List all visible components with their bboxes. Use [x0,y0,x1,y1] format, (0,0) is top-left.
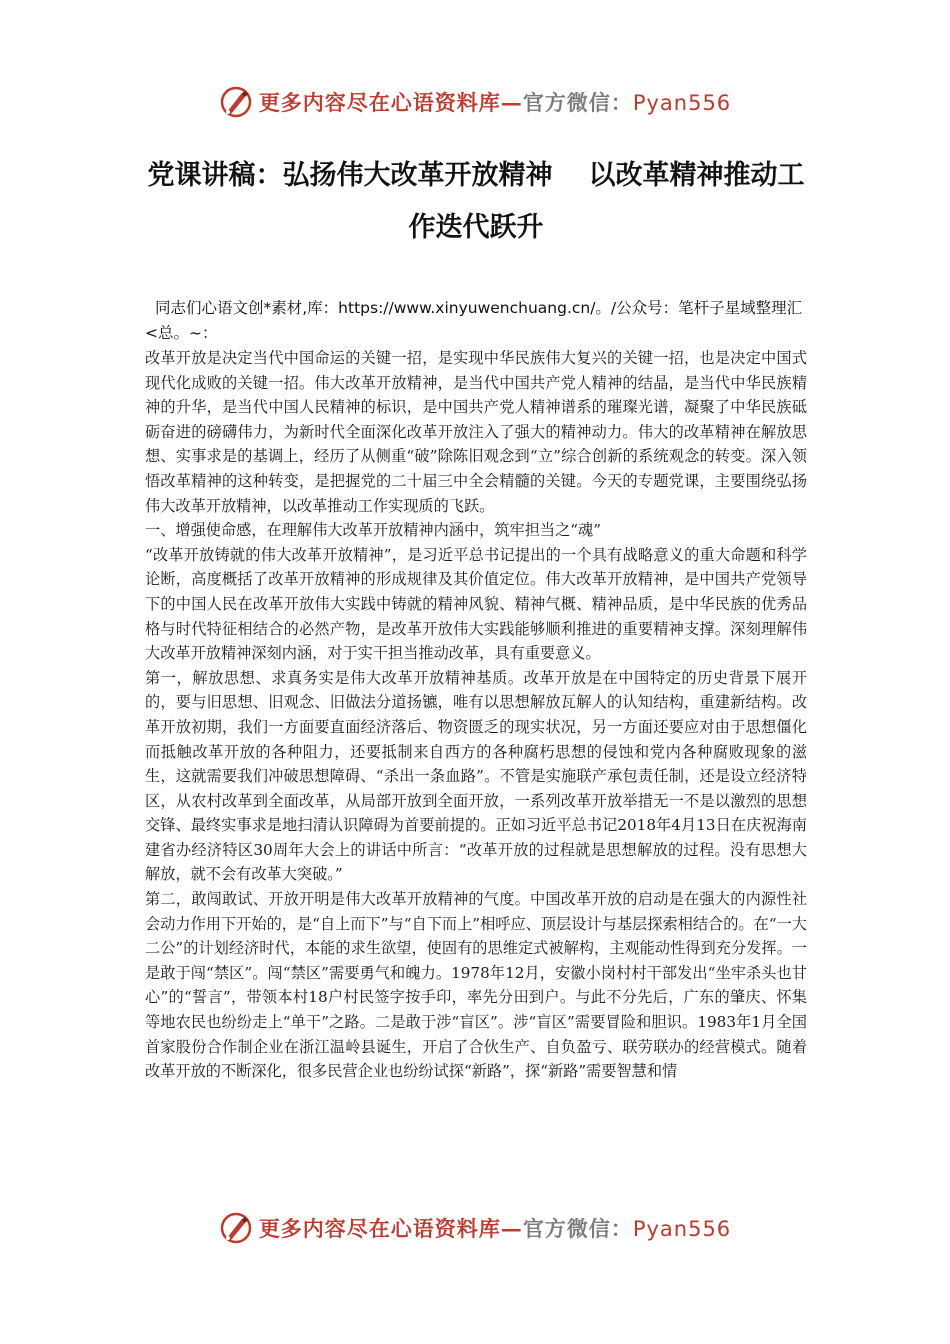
header-banner [0,82,950,122]
document-title [145,150,807,254]
paragraph: 第一，解放思想、求真务实是伟大改革开放精神基质。改革开放是在中国特定的历史背景下展开的，要与旧思想、旧观念、旧做法分道扬镳，唯有以思想解放瓦解人的认知结构，重建新结构。改革开放初期，我们一方面要直面经济落后、物资匮乏的现实状况，另一方面还要应对由于思想僵化而抵触改革开放的各种阻力，还要抵制来自西方的各种腐朽思想的侵蚀和党内各种腐败现象的滋生，这就需要我们冲破思想障碍、“杀出一条血路”。不管是实施联产承包责任制，还是设立经济特区，从农村改革到全面改革，从局部开放到全面开放，一系列改革开放举措无一不是以激烈的思想交锋、最终实事求是地扫清认识障碍为首要前提的。正如习近平总书记2018年4月13日在庆祝海南建省办经济特区30周年大会上的讲话中所言：“改革开放的过程就是思想解放的过程。没有思想大解放，就不会有改革大突破。” [145,668,807,884]
paragraph: 第二，敢闯敢试、开放开明是伟大改革开放精神的气度。中国改革开放的启动是在强大的内源性社会动力作用下开始的，是“自上而下”与“自下而上”相呼应、顶层设计与基层探索相结合的。在“一大二公”的计划经济时代，本能的求生欲望，使固有的思维定式被解构，主观能动性得到充分发挥。一是敢于闯“禁区”。闯“禁区”需要勇气和魄力。1978年12月，安徽小岗村村干部发出“坐牢杀头也甘心”的“誓言”，带领本村18户村民签字按手印，率先分田到户。与此不分先后，广东的肇庆、怀集等地农民也纷纷走上“单干”之路。二是敢于涉“盲区”。涉“盲区”需要冒险和胆识。1983年1月全国首家股份合作制企业在浙江温岭县诞生，开启了合伙生产、自负盈亏、联劳联办的经营模式。随着改革开放的不断深化，很多民营企业也纷纷试探“新路”，探“新路”需要智慧和情 [145,890,807,1081]
footer-banner [0,1208,950,1248]
banner-text: 更多内容尽在心语资料库—官方微信：Pyan556 [258,90,732,115]
document-body [145,346,807,1084]
intro-line: 同志们心语文创*素材,库：https://www.xinyuwenchuang.cn/。/公众号：笔杆子星域整理汇<总。~： [145,299,803,342]
paragraph: “改革开放铸就的伟大改革开放精神”，是习近平总书记提出的一个具有战略意义的重大命题和科学论断，高度概括了改革开放精神的形成规律及其价值定位。伟大改革开放精神，是中国共产党领导下的中国人民在改革开放伟大实践中铸就的精神风貌、精神气概、精神品质，是中华民族的优秀品格与时代特征相结合的必然产物，是改革开放伟大实践能够顺利推进的重要精神支撑。深刻理解伟大改革开放精神深刻内涵，对于实干担当推动改革，具有重要意义。 [145,545,807,663]
paragraph: 改革开放是决定当代中国命运的关键一招，是实现中华民族伟大复兴的关键一招，也是决定中国式现代化成败的关键一招。伟大改革开放精神，是当代中国共产党人精神的结晶，是当代中华民族精神的升华，是当代中国人民精神的标识，是中国共产党人精神谱系的璀璨光谱，凝聚了中华民族砥砺奋进的磅礴伟力，为新时代全面深化改革开放注入了强大的精神动力。伟大的改革精神在解放思想、实事求是的基调上，经历了从侧重“破”除陈旧观念到“立”综合创新的系统观念的转变。深入领悟改革精神的这种转变，是把握党的二十届三中全会精髓的关键。今天的专题党课，主要围绕弘扬伟大改革开放精神，以改革推动工作实现质的飞跃。 [145,349,807,515]
pen-nib-logo-icon [219,1211,253,1245]
title-part-1: 党课讲稿：弘扬伟大改革开放精神 [147,160,553,191]
section-heading: 一、增强使命感，在理解伟大改革开放精神内涵中，筑牢担当之“魂” [145,521,601,540]
pen-nib-logo-icon [219,85,253,119]
banner-text: 更多内容尽在心语资料库—官方微信：Pyan556 [258,1216,732,1241]
title-part-2: 以改革精神推动工作迭代跃升 [408,160,805,243]
